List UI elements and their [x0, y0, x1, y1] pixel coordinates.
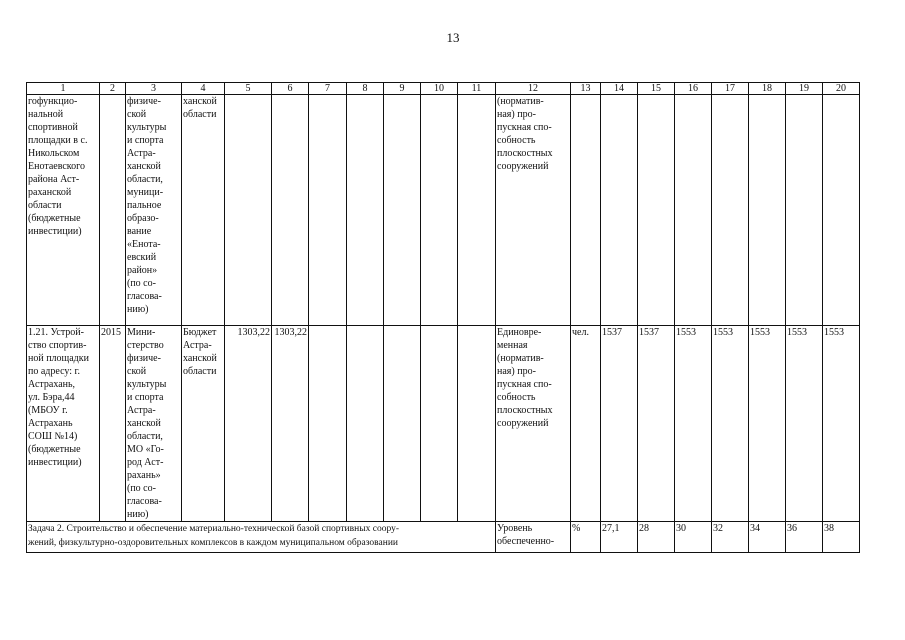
header-cell: 16 [675, 83, 712, 95]
object-name-cell: 1.21. Устрой- ство спортив- ной площадки по адресу: г. Астрахань, ул. Бэра,44 (МБОУ г. Астрахань СОШ №14) (бюджетные инвестиции) [27, 326, 100, 522]
table-row [27, 95, 860, 326]
value-cell [421, 95, 458, 326]
header-cell: 5 [225, 83, 272, 95]
header-cell: 11 [458, 83, 496, 95]
value-cell [225, 95, 272, 326]
task-heading-cell [27, 522, 496, 553]
unit-cell: % [571, 522, 601, 553]
value-cell [712, 95, 749, 326]
value-cell: 32 [712, 522, 749, 553]
header-cell: 4 [182, 83, 225, 95]
value-cell [675, 95, 712, 326]
header-cell: 2 [100, 83, 126, 95]
task-heading-line: Задача 2. Строительство и обеспечение материально-технической базой спортивных соору- [28, 524, 399, 534]
header-cell: 20 [823, 83, 860, 95]
value-cell: 1553 [675, 326, 712, 522]
page-number: 13 [446, 30, 460, 45]
value-cell: 30 [675, 522, 712, 553]
header-cell: 14 [601, 83, 638, 95]
indicators-table [26, 82, 860, 553]
value-cell: 38 [823, 522, 860, 553]
value-cell [458, 95, 496, 326]
year-cell [100, 95, 126, 326]
value-cell: 1553 [712, 326, 749, 522]
header-cell: 10 [421, 83, 458, 95]
value-cell: 34 [749, 522, 786, 553]
executor-cell: физиче- ской культуры и спорта Астра- ханской области, муници- пальное образо- вание «Енота- евский район» (по со- гласова- нию) [126, 95, 182, 326]
value-cell: 1553 [823, 326, 860, 522]
value-cell [309, 326, 347, 522]
value-cell: 1537 [601, 326, 638, 522]
indicator-cell: Уровень обеспеченно- [496, 522, 571, 553]
header-cell: 3 [126, 83, 182, 95]
header-cell: 19 [786, 83, 823, 95]
header-cell: 18 [749, 83, 786, 95]
value-cell [347, 95, 384, 326]
year-cell: 2015 [100, 326, 126, 522]
value-cell [601, 95, 638, 326]
value-cell [458, 326, 496, 522]
value-cell [309, 95, 347, 326]
funding-source-cell: ханской области [182, 95, 225, 326]
header-cell: 6 [272, 83, 309, 95]
header-row [27, 83, 860, 95]
object-name-cell: гофункцио- нальной спортивной площадки в с. Никольском Енотаевского района Аст- раханской области (бюджетные инвестиции) [27, 95, 100, 326]
value-cell [272, 95, 309, 326]
value-cell: 36 [786, 522, 823, 553]
executor-cell: Мини- стерство физиче- ской культуры и спорта Астра- ханской области, МО «Го- род Аст- рахань» (по со- гласова- нию) [126, 326, 182, 522]
header-cell: 9 [384, 83, 421, 95]
header-cell: 17 [712, 83, 749, 95]
header-cell: 8 [347, 83, 384, 95]
table-row [27, 326, 860, 522]
indicator-cell: (норматив- ная) про- пускная спо- собность плоскостных сооружений [496, 95, 571, 326]
header-cell: 7 [309, 83, 347, 95]
value-cell [384, 95, 421, 326]
value-cell: 28 [638, 522, 675, 553]
value-cell [384, 326, 421, 522]
task-row [27, 522, 860, 553]
value-cell: 1537 [638, 326, 675, 522]
unit-cell [571, 95, 601, 326]
task-heading-line: жений, физкультурно-оздоровительных комплексов в каждом муниципальном образовании [28, 538, 398, 548]
value-cell: 27,1 [601, 522, 638, 553]
value-cell [749, 95, 786, 326]
value-cell [638, 95, 675, 326]
value-cell: 1553 [749, 326, 786, 522]
value-cell: 1553 [786, 326, 823, 522]
header-cell: 1 [27, 83, 100, 95]
value-cell [421, 326, 458, 522]
value-cell [347, 326, 384, 522]
header-cell: 13 [571, 83, 601, 95]
value-cell: 1303,22 [272, 326, 309, 522]
header-cell: 15 [638, 83, 675, 95]
funding-source-cell: Бюджет Астра- ханской области [182, 326, 225, 522]
indicator-cell: Единовре- менная (норматив- ная) про- пускная спо- собность плоскостных сооружений [496, 326, 571, 522]
value-cell [823, 95, 860, 326]
unit-cell: чел. [571, 326, 601, 522]
value-cell: 1303,22 [225, 326, 272, 522]
value-cell [786, 95, 823, 326]
header-cell: 12 [496, 83, 571, 95]
